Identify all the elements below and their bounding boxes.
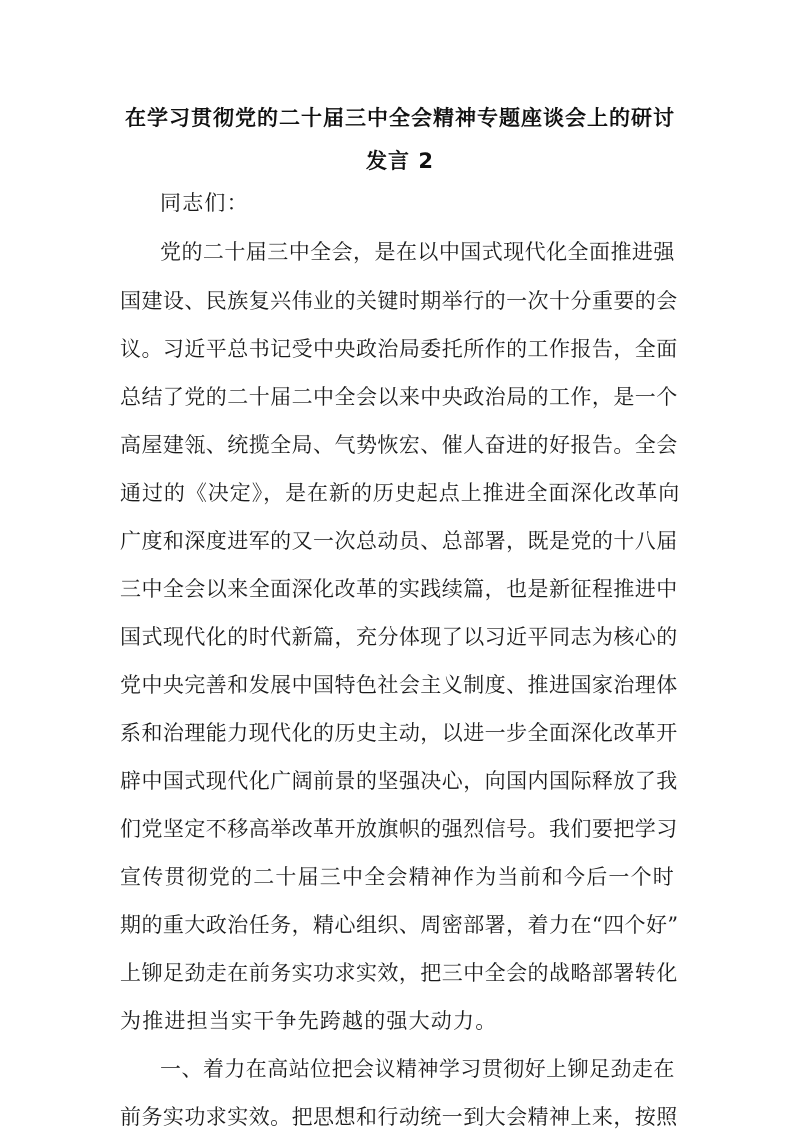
- body-line: 系和治理能力现代化的历史主动，以进一步全面深化改革开: [120, 721, 678, 745]
- salutation-line: 同志们：: [160, 191, 249, 215]
- body-line: 总结了党的二十届二中全会以来中央政治局的工作，是一个: [120, 385, 678, 409]
- body-line: 三中全会以来全面深化改革的实践续篇，也是新征程推进中: [120, 577, 678, 601]
- body-line: 通过的《决定》，是在新的历史起点上推进全面深化改革向: [120, 481, 681, 505]
- body-line: 党中央完善和发展中国特色社会主义制度、推进国家治理体: [120, 673, 678, 697]
- body-line: 国式现代化的时代新篇，充分体现了以习近平同志为核心的: [120, 625, 678, 649]
- body-line: 议。习近平总书记受中央政治局委托所作的工作报告，全面: [120, 337, 678, 361]
- body-line: 为推进担当实干争先跨越的强大动力。: [120, 1009, 498, 1033]
- body-line: 前务实功求实效。把思想和行动统一到大会精神上来，按照: [120, 1105, 678, 1129]
- document-title-line-2: 发言 2: [366, 149, 434, 173]
- body-line: 广度和深度进军的又一次总动员、总部署，既是党的十八届: [120, 529, 678, 553]
- body-line: 辟中国式现代化广阔前景的坚强决心，向国内国际释放了我: [120, 769, 678, 793]
- body-line: 期的重大政治任务，精心组织、周密部署，着力在“四个好”: [120, 913, 679, 937]
- body-line: 宣传贯彻党的二十届三中全会精神作为当前和今后一个时: [120, 865, 675, 889]
- section-heading-line: 一、着力在高站位把会议精神学习贯彻好上铆足劲走在: [160, 1057, 675, 1081]
- body-line: 们党坚定不移高举改革开放旗帜的强烈信号。我们要把学习: [120, 817, 678, 841]
- body-line: 国建设、民族复兴伟业的关键时期举行的一次十分重要的会: [120, 289, 678, 313]
- document-title-line-1: 在学习贯彻党的二十届三中全会精神专题座谈会上的研讨: [125, 106, 675, 130]
- body-line: 上铆足劲走在前务实功求实效，把三中全会的战略部署转化: [120, 961, 678, 985]
- body-line: 高屋建瓴、统揽全局、气势恢宏、催人奋进的好报告。全会: [120, 433, 678, 457]
- body-line: 党的二十届三中全会，是在以中国式现代化全面推进强: [160, 240, 675, 264]
